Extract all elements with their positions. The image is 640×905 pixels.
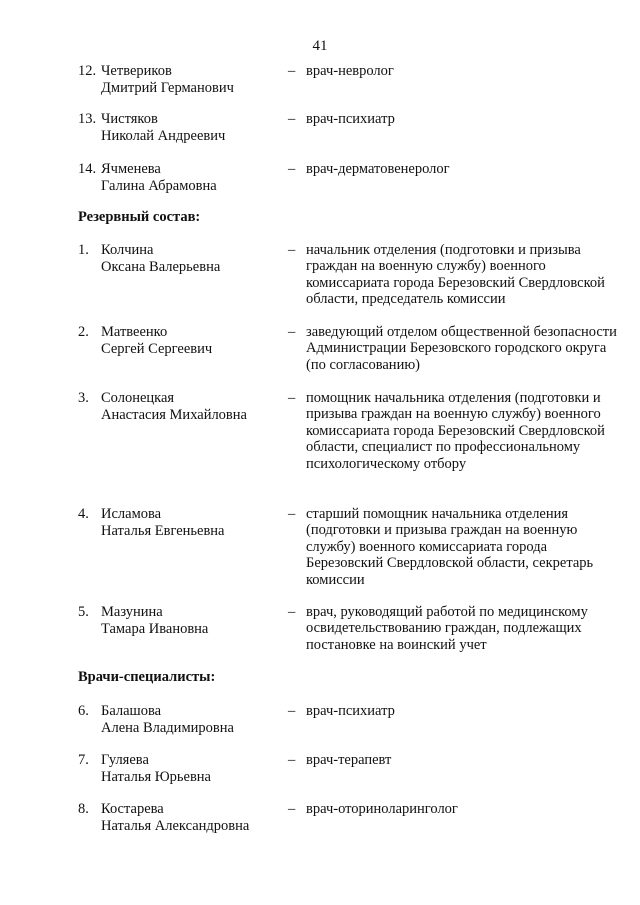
given-names: Оксана Валерьевна [101, 259, 221, 275]
surname: Костарева [101, 801, 164, 817]
given-names: Анастасия Михайловна [101, 407, 247, 423]
item-number: 7. [78, 752, 89, 768]
person-name [101, 63, 281, 97]
dash: – [288, 703, 296, 719]
given-names: Наталья Юрьевна [101, 769, 211, 785]
surname: Гуляева [101, 752, 149, 768]
position: врач-невролог [306, 63, 394, 79]
surname: Матвеенко [101, 324, 168, 340]
dash: – [288, 752, 296, 768]
surname: Чистяков [101, 111, 158, 127]
dash: – [288, 63, 296, 79]
section-title-reserve: Резервный состав: [78, 209, 201, 225]
given-names: Дмитрий Германович [101, 80, 234, 96]
surname: Ячменева [101, 161, 161, 177]
surname: Четвериков [101, 63, 172, 79]
section-title-doctors: Врачи-специалисты: [78, 669, 216, 685]
given-names: Алена Владимировна [101, 720, 234, 736]
item-number: 6. [78, 703, 89, 719]
person-name [101, 752, 281, 786]
person-name [101, 161, 281, 195]
given-names: Николай Андреевич [101, 128, 226, 144]
surname: Солонецкая [101, 390, 175, 406]
position: заведующий отделом общественной безопасности Администрации Березовского городского округа (по согласованию) [306, 324, 617, 373]
item-number: 3. [78, 390, 89, 406]
dash: – [288, 801, 296, 817]
item-number: 13. [78, 111, 97, 127]
person-name [101, 604, 281, 638]
dash: – [288, 604, 296, 620]
person-name [101, 506, 281, 540]
position: старший помощник начальника отделения (подготовки и призыва граждан на военную службу) военного комиссариата города Березовский Свердловской области, секретарь комиссии [306, 506, 594, 588]
position: врач-дерматовенеролог [306, 161, 450, 177]
person-name [101, 324, 281, 358]
dash: – [288, 111, 296, 127]
person-name [101, 111, 281, 145]
item-number: 12. [78, 63, 97, 79]
item-number: 4. [78, 506, 89, 522]
dash: – [288, 506, 296, 522]
surname: Колчина [101, 242, 154, 258]
position: начальник отделения (подготовки и призыва граждан на военную службу) военного комиссариата города Березовский Свердловской области, председатель комиссии [306, 242, 605, 308]
person-name [101, 390, 281, 424]
position: врач-оториноларинголог [306, 801, 458, 817]
page-number: 41 [312, 38, 328, 54]
item-number: 8. [78, 801, 89, 817]
person-name [101, 703, 281, 737]
position: врач, руководящий работой по медицинскому освидетельствованию граждан, подлежащих постановке на воинский учет [306, 604, 588, 653]
position: врач-психиатр [306, 703, 395, 719]
given-names: Наталья Евгеньевна [101, 523, 225, 539]
position: врач-психиатр [306, 111, 395, 127]
surname: Балашова [101, 703, 162, 719]
given-names: Сергей Сергеевич [101, 341, 213, 357]
item-number: 5. [78, 604, 89, 620]
item-number: 1. [78, 242, 89, 258]
person-name [101, 801, 281, 835]
position: врач-терапевт [306, 752, 392, 768]
position: помощник начальника отделения (подготовки и призыва граждан на военную службу) военного комиссариата города Березовский Свердловской области, специалист по профессиональному психологическому отбору [306, 390, 605, 472]
given-names: Галина Абрамовна [101, 178, 217, 194]
given-names: Тамара Ивановна [101, 621, 209, 637]
person-name [101, 242, 281, 276]
given-names: Наталья Александровна [101, 818, 250, 834]
surname: Мазунина [101, 604, 163, 620]
item-number: 2. [78, 324, 89, 340]
dash: – [288, 242, 296, 258]
dash: – [288, 324, 296, 340]
item-number: 14. [78, 161, 97, 177]
dash: – [288, 390, 296, 406]
surname: Исламова [101, 506, 162, 522]
dash: – [288, 161, 296, 177]
